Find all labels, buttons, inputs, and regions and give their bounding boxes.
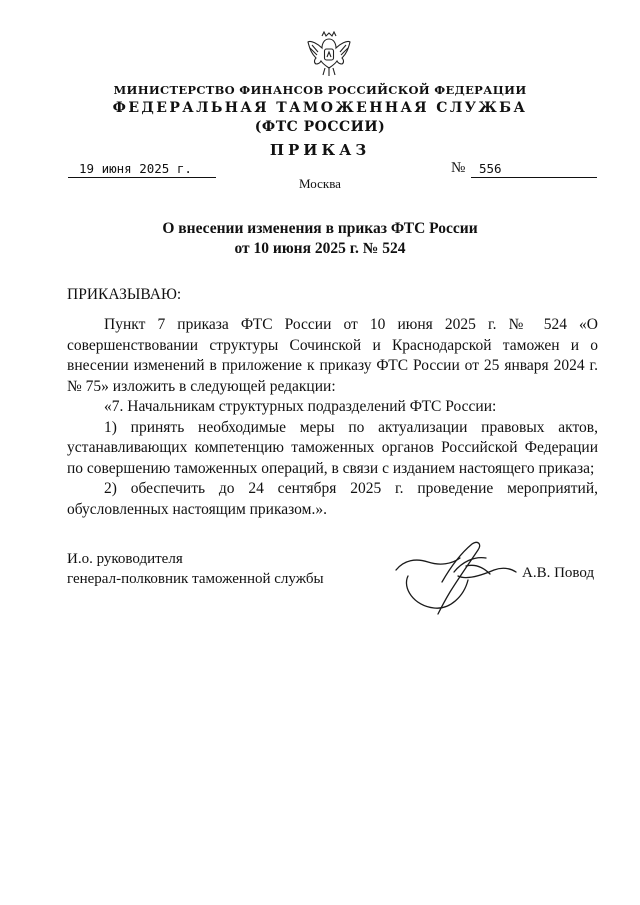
ministry-name: МИНИСТЕРСТВО ФИНАНСОВ РОССИЙСКОЙ ФЕДЕРАЦИИ (113, 83, 527, 97)
document-body (67, 315, 598, 520)
order-number: 556 (479, 161, 502, 176)
number-label: № (451, 160, 466, 176)
paragraph-main: Пункт 7 приказа ФТС России от 10 июня 2025 г. № 524 «О совершенствовании структуры Сочинской и Краснодарской таможен и о внесении изменений в приложение к приказу ФТС России от 25 января 2024 г. № 75» изложить в следующей редакции: (67, 316, 598, 395)
paragraph-subpoint-2: 2) обеспечить до 24 сентября 2025 г. проведение мероприятий, обусловленных настоящим приказом.». (67, 480, 598, 518)
paragraph-subpoint-1: 1) принять необходимые меры по актуализации правовых актов, устанавливающих компетенцию таможенных органов Российской Федерации по совершению таможенных операций, в связи с изданием настоящего приказа; (67, 418, 598, 477)
document-title (0, 219, 640, 259)
document-type: ПРИКАЗ (269, 141, 371, 159)
coat-of-arms-icon (306, 30, 352, 78)
order-date: 19 июня 2025 г. (79, 161, 192, 176)
service-abbreviation: (ФТС РОССИИ) (254, 119, 386, 135)
order-word: ПРИКАЗЫВАЮ: (67, 286, 182, 303)
title-line-2: от 10 июня 2025 г. № 524 (234, 240, 406, 257)
city: Москва (299, 176, 341, 191)
signatory-name: А.В. Повод (522, 565, 595, 581)
signatory-role-line-2: генерал-полковник таможенной службы (67, 571, 324, 587)
signatory-role-line-1: И.о. руководителя (67, 551, 183, 567)
title-line-1: О внесении изменения в приказ ФТС России (162, 220, 478, 237)
signatory-role (67, 549, 324, 589)
paragraph-point-7: «7. Начальникам структурных подразделений ФТС России: (104, 398, 497, 415)
handwritten-signature-icon (394, 536, 518, 616)
service-name: ФЕДЕРАЛЬНАЯ ТАМОЖЕННАЯ СЛУЖБА (112, 100, 528, 116)
